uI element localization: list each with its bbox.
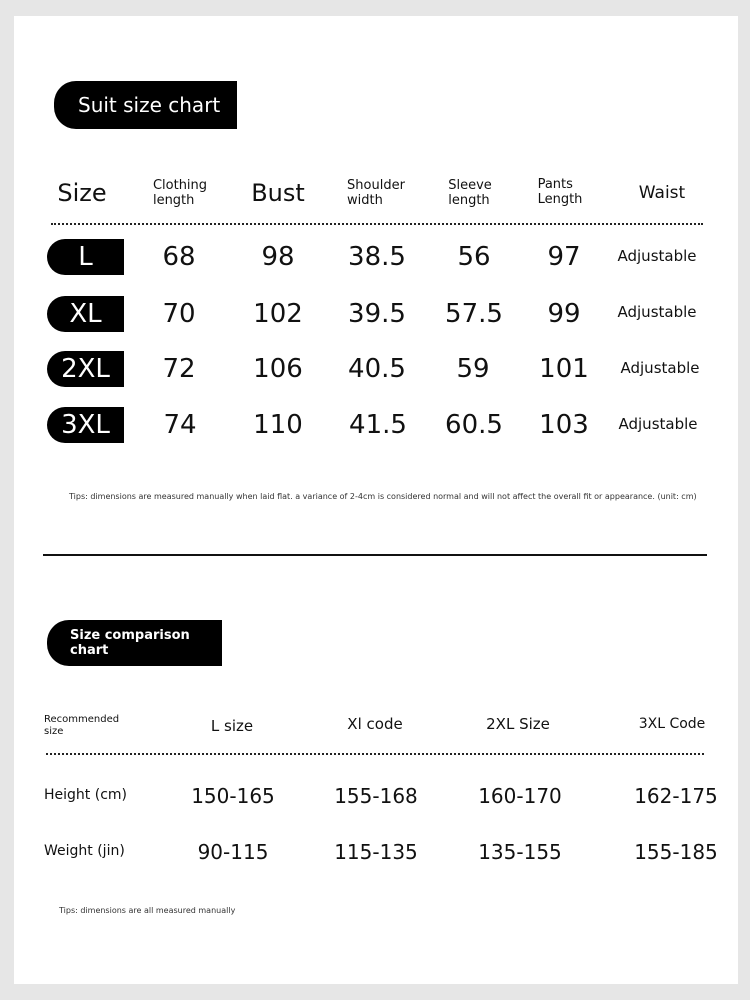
suit-tip: Tips: dimensions are measured manually when laid flat. a variance of 2-4cm is considered normal and will not affect the overall fit or appearance. (unit: cm) xyxy=(69,492,697,501)
cell-clothing-length: 72 xyxy=(162,354,196,384)
cell-l: 150-165 xyxy=(191,784,275,808)
cell-pants-length: 103 xyxy=(539,410,589,440)
cell-waist: Adjustable xyxy=(617,247,697,265)
cell-pants-length: 97 xyxy=(547,242,581,272)
cell-bust: 106 xyxy=(253,354,303,384)
header-3xl-code: 3XL Code xyxy=(638,716,706,732)
cell-shoulder-width: 38.5 xyxy=(348,242,406,272)
cell-2xl: 135-155 xyxy=(478,840,562,864)
header-l-size: L size xyxy=(210,717,254,735)
cell-3xl: 155-185 xyxy=(634,840,718,864)
cell-pants-length: 101 xyxy=(539,354,589,384)
header-shoulder-width: Shoulder width xyxy=(347,178,405,208)
cell-shoulder-width: 39.5 xyxy=(348,299,406,329)
header-size: Size xyxy=(57,179,107,207)
cell-sleeve-length: 59 xyxy=(456,354,490,384)
size-comparison-chart-title xyxy=(47,620,222,666)
cell-clothing-length: 74 xyxy=(163,410,197,440)
cell-bust: 110 xyxy=(253,410,303,440)
header-xl-code: Xl code xyxy=(347,715,403,733)
cell-pants-length: 99 xyxy=(547,299,581,329)
suit-title-text: Suit size chart xyxy=(78,93,221,117)
cell-waist: Adjustable xyxy=(617,303,697,321)
header-recommended-size: Recommended size xyxy=(44,714,120,737)
cell-sleeve-length: 57.5 xyxy=(445,299,503,329)
size-badge-l: L xyxy=(47,239,124,275)
cell-xl: 155-168 xyxy=(334,784,418,808)
cell-sleeve-length: 56 xyxy=(457,242,491,272)
header-2xl-size: 2XL Size xyxy=(486,715,550,733)
comparison-header-divider xyxy=(46,753,704,755)
cell-sleeve-length: 60.5 xyxy=(445,410,503,440)
size-badge-xl: XL xyxy=(47,296,124,332)
suit-size-chart-title xyxy=(54,81,237,129)
row-label-height: Height (cm) xyxy=(44,787,127,803)
cell-3xl: 162-175 xyxy=(634,784,718,808)
cell-clothing-length: 70 xyxy=(162,299,196,329)
header-clothing-length: Clothing length xyxy=(152,178,208,208)
cell-2xl: 160-170 xyxy=(478,784,562,808)
section-divider xyxy=(43,554,707,556)
row-label-weight: Weight (jin) xyxy=(44,843,125,859)
cell-l: 90-115 xyxy=(197,840,269,864)
cell-bust: 102 xyxy=(253,299,303,329)
cell-bust: 98 xyxy=(261,242,295,272)
cell-shoulder-width: 41.5 xyxy=(349,410,407,440)
cell-waist: Adjustable xyxy=(618,415,698,433)
cell-xl: 115-135 xyxy=(334,840,418,864)
comparison-title-text: Size comparison chart xyxy=(70,628,190,658)
header-bust: Bust xyxy=(251,179,305,207)
header-waist: Waist xyxy=(638,183,686,203)
header-pants-length: Pants Length xyxy=(537,177,583,207)
header-divider xyxy=(51,223,703,225)
cell-clothing-length: 68 xyxy=(162,242,196,272)
cell-waist: Adjustable xyxy=(620,359,700,377)
header-sleeve-length: Sleeve length xyxy=(448,178,492,208)
cell-shoulder-width: 40.5 xyxy=(348,354,406,384)
size-badge-2xl: 2XL xyxy=(47,351,124,387)
comparison-tip: Tips: dimensions are all measured manually xyxy=(59,906,236,915)
size-badge-3xl: 3XL xyxy=(47,407,124,443)
size-chart-card xyxy=(14,16,738,984)
